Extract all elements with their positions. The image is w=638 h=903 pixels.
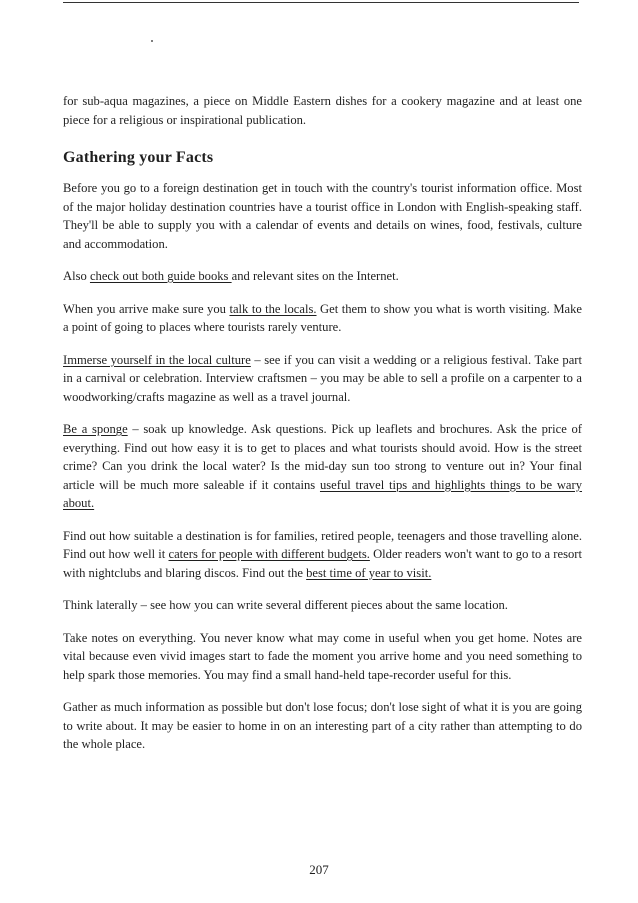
underlined-text: useful travel tips and highlights things to be wary about. bbox=[63, 477, 583, 510]
underlined-text: talk to the locals. bbox=[229, 301, 317, 316]
page-number: 207 bbox=[309, 862, 329, 877]
text: When you arrive make sure you bbox=[63, 301, 230, 316]
text: Get them to show you what is worth visiting. Make a point of going to places where tourists rarely venture. bbox=[63, 301, 582, 334]
underlined-text: best time of year to visit. bbox=[306, 565, 432, 580]
text: – see if you can visit a wedding or a religious festival. Take part in a carnival or celebration. Interview craftsmen – you may be able to sell a profile on a carpenter to a woodworking/crafts magazine as well as a travel journal. bbox=[63, 352, 582, 404]
top-rule bbox=[63, 2, 579, 3]
text: Older readers won't want to go to a resort with nightclubs and blaring discos. Find out the bbox=[63, 547, 582, 580]
text: Find out how suitable a destination is for families, retired people, teenagers and those travelling alone. Find out how well it bbox=[63, 528, 582, 561]
intro-paragraph: for sub-aqua magazines, a piece on Middle Eastern dishes for a cookery magazine and at least one piece for a religious or inspirational publication. bbox=[63, 94, 582, 127]
text: and relevant sites on the Internet. bbox=[231, 269, 399, 283]
section-heading: Gathering your Facts bbox=[63, 149, 214, 166]
text: Also bbox=[63, 269, 90, 283]
underlined-text: Immerse yourself in the local culture bbox=[63, 352, 251, 367]
paragraph-tourist-office: Before you go to a foreign destination get in touch with the country's tourist information office. Most of the major holiday destination countries have a tourist office in London with English-speaking staff. They'll be able to supply you with a calendar of events and details on wines, food, festivals, culture and accommodation. bbox=[63, 181, 582, 251]
scan-speck bbox=[151, 40, 153, 42]
underlined-text: Be a sponge bbox=[63, 422, 128, 436]
paragraph-immerse bbox=[63, 351, 582, 407]
underlined-text: caters for people with different budgets. bbox=[168, 547, 370, 561]
underlined-text: check out both guide books bbox=[89, 269, 232, 283]
paragraph-guide-books bbox=[63, 267, 582, 286]
paragraph-suitability bbox=[63, 527, 582, 583]
paragraph-sponge bbox=[63, 420, 582, 513]
text: – soak up knowledge. Ask questions. Pick up leaflets and brochures. Ask the price of everything. Find out how easy it is to get to places and what tourists should avoid. How is the street crime? Can you drink the local water? Is the mid-day sun too strong to venture out in? Your final article will be much more saleable if it contains bbox=[63, 422, 583, 492]
paragraph-think-laterally: Think laterally – see how you can write several different pieces about the same location. bbox=[63, 598, 508, 612]
paragraph-take-notes: Take notes on everything. You never know what may come in useful when you get home. Notes are vital because even vivid images start to fade the moment you arrive home and you need something to help spark those memories. You may find a small hand-held tape-recorder useful for this. bbox=[63, 630, 582, 682]
paragraph-talk-locals bbox=[63, 300, 582, 337]
page-body bbox=[63, 92, 582, 754]
paragraph-gather-information: Gather as much information as possible but don't lose focus; don't lose sight of what it is you are going to write about. It may be easier to home in on an interesting part of a city rather than attempting to do the whole place. bbox=[63, 700, 582, 751]
